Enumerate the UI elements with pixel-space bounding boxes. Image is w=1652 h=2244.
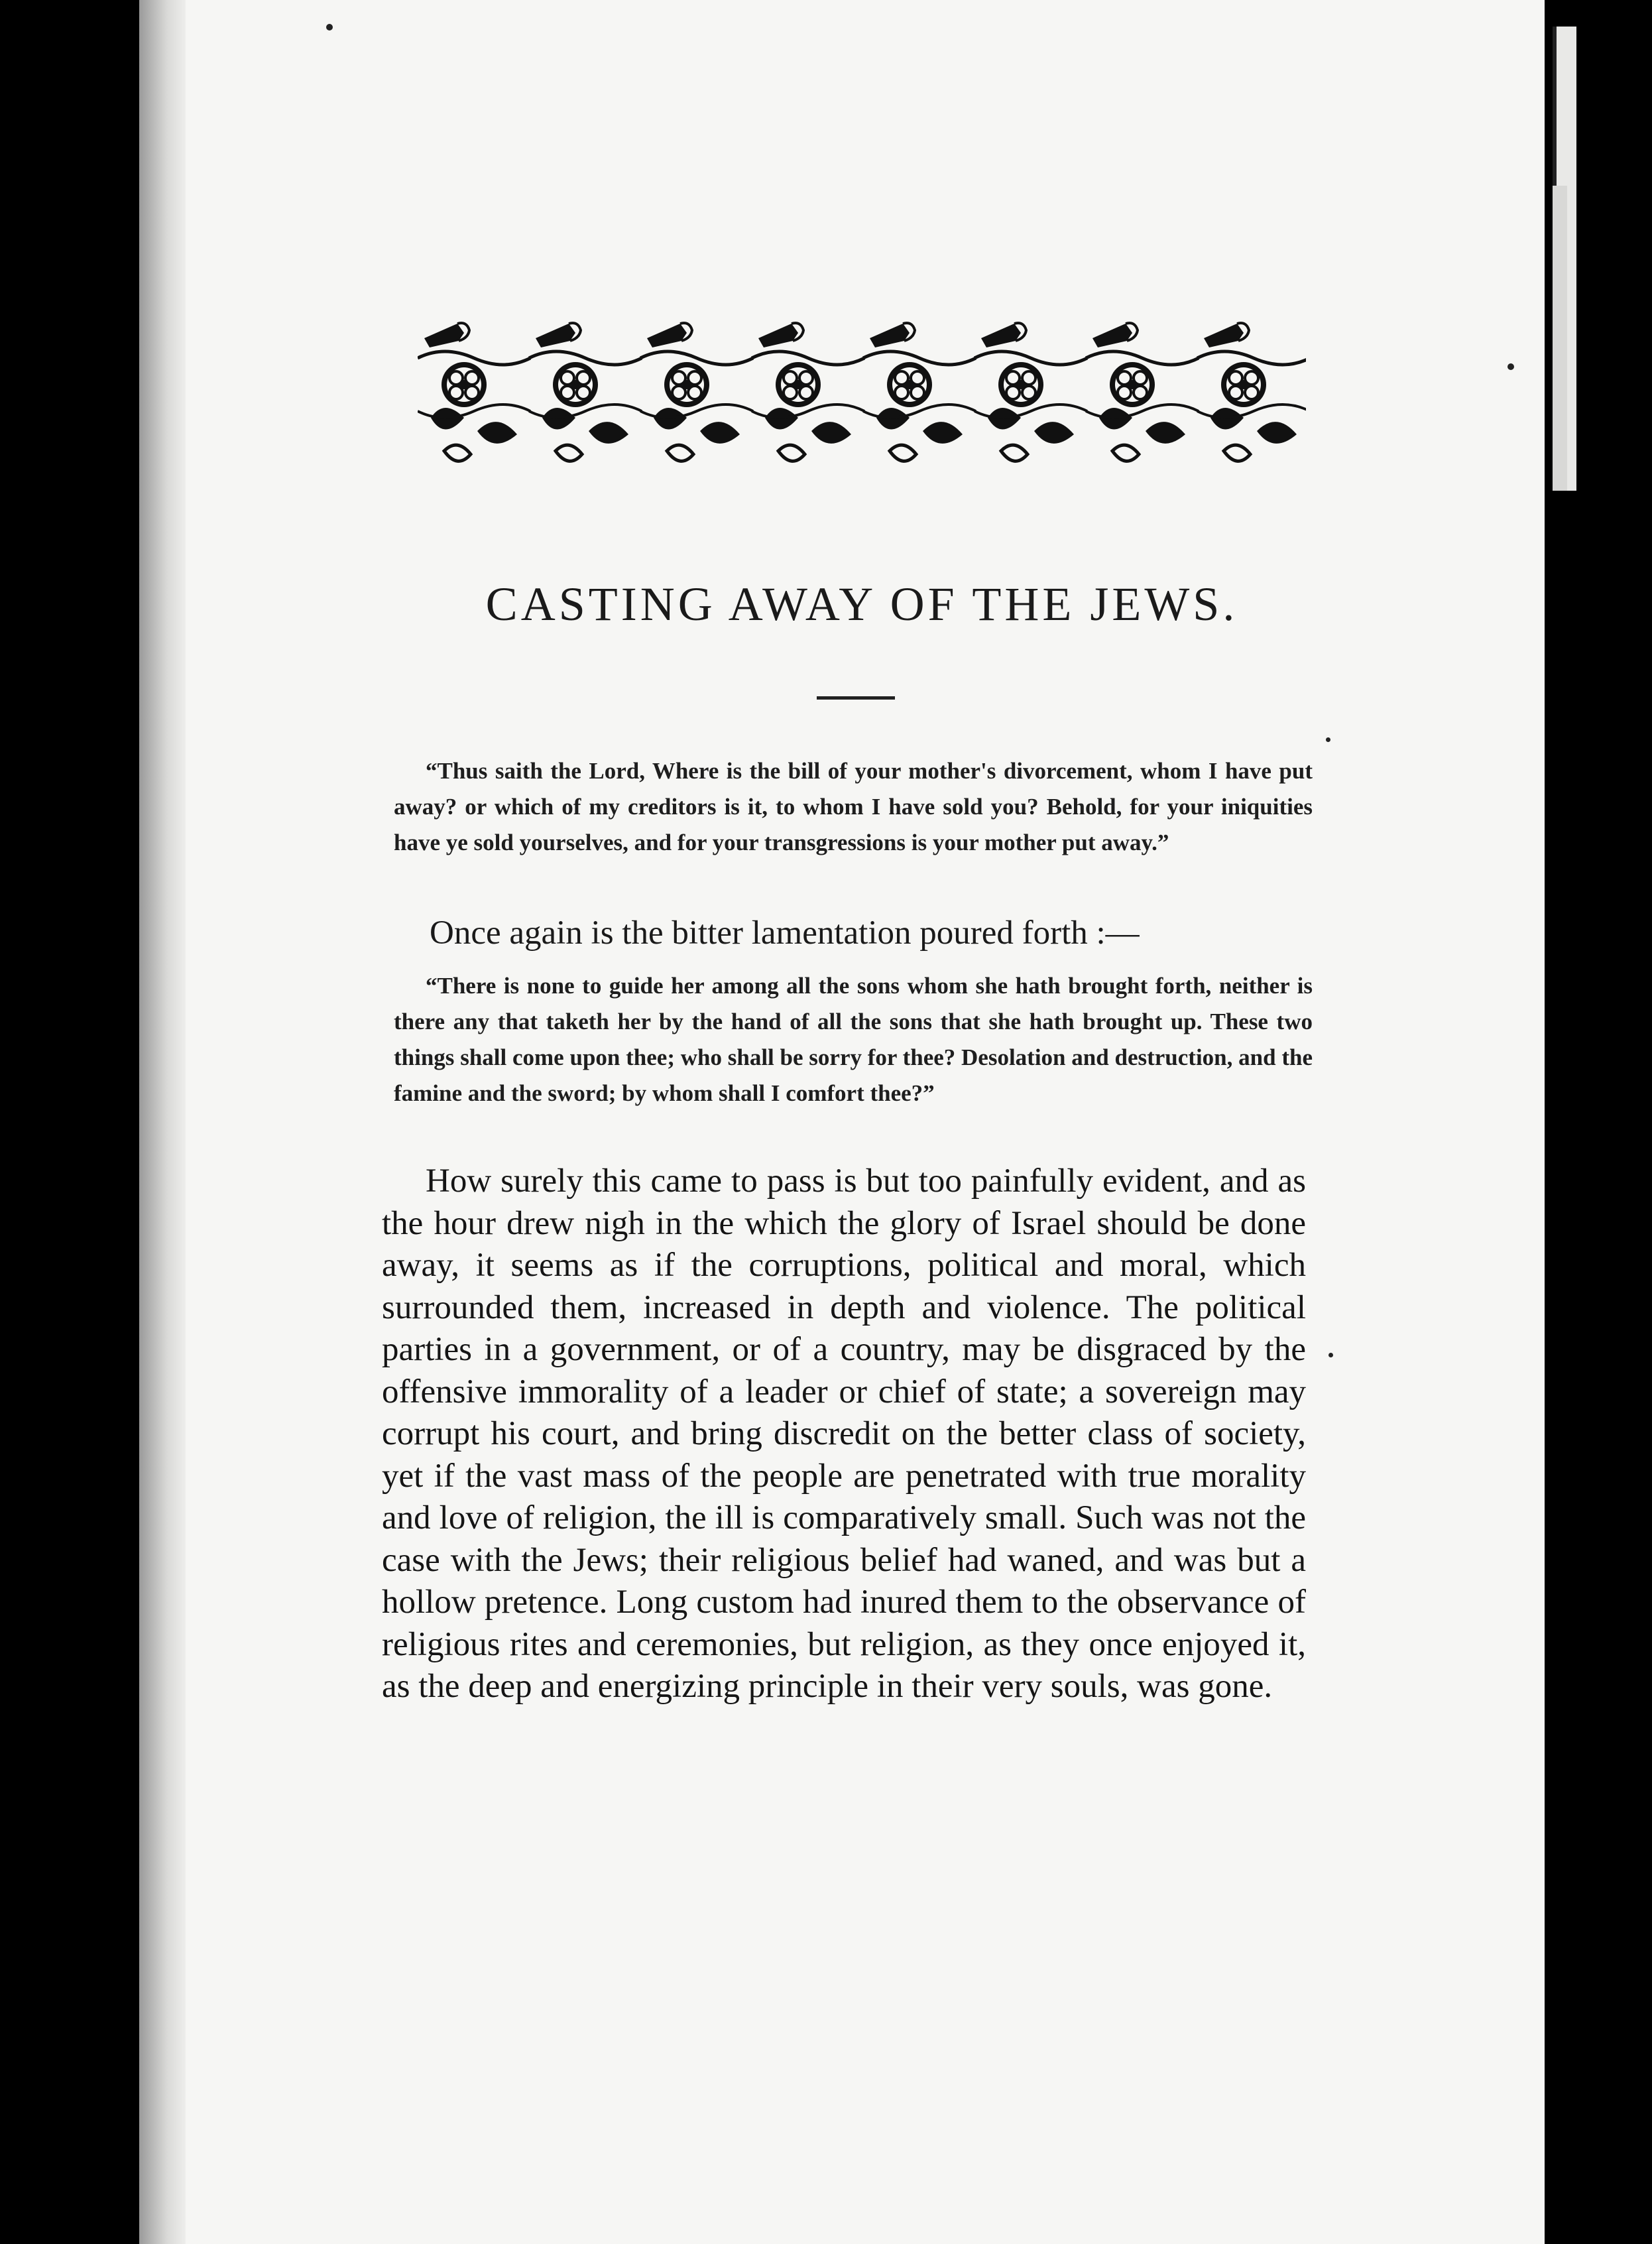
- scan-speck: [1326, 737, 1330, 742]
- scan-speck: [326, 24, 333, 31]
- floral-ornament: [418, 318, 1306, 477]
- scan-speck: [1507, 363, 1514, 370]
- epigraph-quote: “Thus saith the Lord, Where is the bill of your mother's divorcement, whom I have put away? or which of my creditors is it, to whom I have sold you? Behold, for your iniquities have ye sold yourselves, and for your transgressions is your mother put away.”: [394, 758, 1313, 855]
- next-page-edge-inner: [1553, 186, 1567, 491]
- scan-speck: [1328, 1353, 1333, 1357]
- page-gutter-shadow: [139, 0, 186, 2244]
- lament-intro: Once again is the bitter lamentation poured forth :—: [430, 914, 1140, 952]
- title-rule: [817, 696, 895, 700]
- lament-quote: “There is none to guide her among all the sons whom she hath brought forth, neither is there any that taketh her by the hand of all the sons that she hath brought up. These two things shall come upon thee; who shall be sorry for thee? Desolation and destruction, and the famine and the sword; by whom shall I comfort thee?”: [394, 973, 1313, 1106]
- body-paragraph: How surely this came to pass is but too painfully evident, and as the hour drew nigh in the which the glory of Israel should be done away, it seems as if the corruptions, political and moral, which surrounded them, increased in depth and violence. The political parties in a government, or of a country, may be disgraced by the offensive immorality of a leader or chief of state; a sovereign may corrupt his court, and bring discredit on the better class of society, yet if the vast mass of the people are penetrated with true morality and love of religion, the ill is comparatively small. Such was not the case with the Jews; their religious belief had waned, and was but a hollow pretence. Long custom had inured them to the observance of religious rites and ceremonies, but religion, as they once enjoyed it, as the deep and energizing principle in their very souls, was gone.: [382, 1162, 1306, 1705]
- chapter-title: CASTING AWAY OF THE JEWS.: [485, 578, 1238, 631]
